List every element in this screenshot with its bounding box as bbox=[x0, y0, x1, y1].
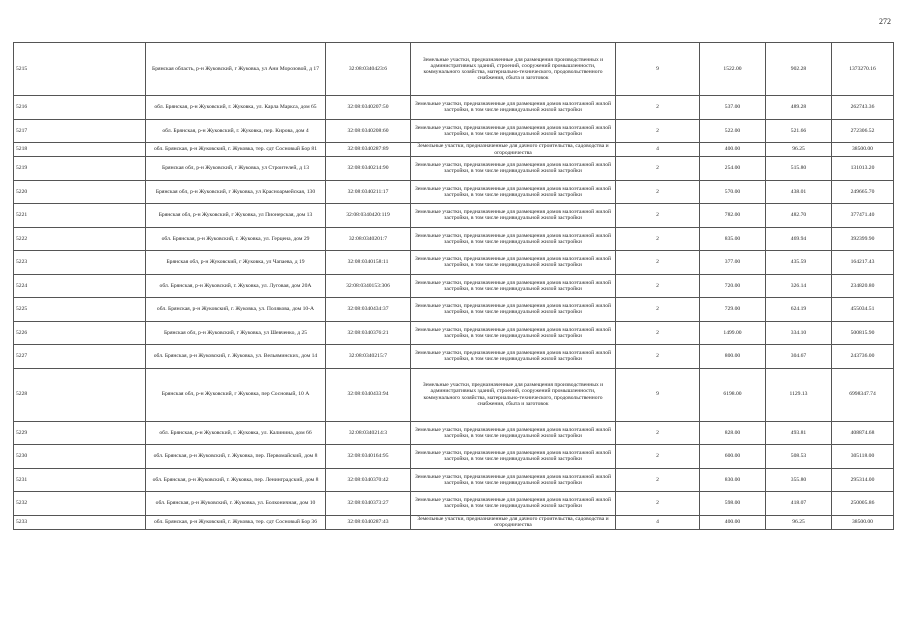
table-row bbox=[14, 43, 894, 96]
address-cell: Брянская обл, р-н Жуковский, г Жуковка, ул Чапаева, д 19 bbox=[146, 251, 326, 275]
land-use-cell: Земельные участки, предназначенные для размещения домов малоэтажной жилой застройки, в том числе индивидуальной жилой застройки bbox=[411, 157, 616, 181]
area-cell: 1499.00 bbox=[700, 321, 766, 345]
specific-value-cell: 1129.13 bbox=[766, 368, 832, 421]
use-group-cell: 2 bbox=[616, 298, 700, 322]
cadastral-number-cell: 32:08:0340376:21 bbox=[326, 321, 411, 345]
cadastral-value-cell: 164217.43 bbox=[832, 251, 894, 275]
cadastral-value-cell: 295314.00 bbox=[832, 468, 894, 492]
use-group-cell: 9 bbox=[616, 43, 700, 96]
row-number: 5230 bbox=[14, 445, 146, 469]
row-number: 5216 bbox=[14, 96, 146, 120]
address-cell: обл. Брянская, р-н Жуковский, г. Жуковка, ул. Калинина, дом 66 bbox=[146, 421, 326, 445]
use-group-cell: 4 bbox=[616, 515, 700, 529]
table-row bbox=[14, 157, 894, 181]
area-cell: 600.00 bbox=[700, 445, 766, 469]
address-cell: обл. Брянская, р-н Жуковский, г. Жуковка, ул. Луговая, дом 20А bbox=[146, 274, 326, 298]
cadastral-value-cell: 272306.52 bbox=[832, 119, 894, 143]
cadastral-value-cell: 6998347.74 bbox=[832, 368, 894, 421]
use-group-cell: 2 bbox=[616, 251, 700, 275]
land-use-cell: Земельные участки, предназначенные для размещения домов малоэтажной жилой застройки, в том числе индивидуальной жилой застройки bbox=[411, 298, 616, 322]
cadastral-value-cell: 305118.00 bbox=[832, 445, 894, 469]
area-cell: 377.00 bbox=[700, 251, 766, 275]
cadastral-value-cell: 38500.00 bbox=[832, 143, 894, 157]
cadastral-value-cell: 377471.40 bbox=[832, 204, 894, 228]
address-cell: обл. Брянская, р-н Жуковский, г. Жуковка, ул. Полякова, дом 10-А bbox=[146, 298, 326, 322]
address-cell: Брянская обл, р-н Жуковский, г Жуковка, ул Строителей, д 13 bbox=[146, 157, 326, 181]
cadastral-number-cell: 32:08:0340287:43 bbox=[326, 515, 411, 529]
area-cell: 835.00 bbox=[700, 227, 766, 251]
specific-value-cell: 489.28 bbox=[766, 96, 832, 120]
address-cell: обл. Брянская, р-н Жуковский, г. Жуковка, ул. Герцена, дом 29 bbox=[146, 227, 326, 251]
use-group-cell: 2 bbox=[616, 274, 700, 298]
land-use-cell: Земельные участки, предназначенные для размещения домов малоэтажной жилой застройки, в том числе индивидуальной жилой застройки bbox=[411, 321, 616, 345]
row-number: 5224 bbox=[14, 274, 146, 298]
area-cell: 400.00 bbox=[700, 515, 766, 529]
cadastral-number-cell: 32:08:0340423:6 bbox=[326, 43, 411, 96]
cadastral-number-cell: 32:08:0340433:94 bbox=[326, 368, 411, 421]
use-group-cell: 2 bbox=[616, 96, 700, 120]
address-cell: Брянская область, р-н Жуковский, г Жуковка, ул Ани Морозовой, д 17 bbox=[146, 43, 326, 96]
cadastral-number-cell: 32:08:0340207:50 bbox=[326, 96, 411, 120]
area-cell: 598.00 bbox=[700, 492, 766, 516]
area-cell: 400.00 bbox=[700, 143, 766, 157]
row-number: 5222 bbox=[14, 227, 146, 251]
specific-value-cell: 469.94 bbox=[766, 227, 832, 251]
area-cell: 254.00 bbox=[700, 157, 766, 181]
cadastral-number-cell: 32:08:0340434:37 bbox=[326, 298, 411, 322]
table-row bbox=[14, 96, 894, 120]
cadastral-value-cell: 455034.51 bbox=[832, 298, 894, 322]
specific-value-cell: 902.28 bbox=[766, 43, 832, 96]
specific-value-cell: 438.01 bbox=[766, 180, 832, 204]
cadastral-value-cell: 131013.20 bbox=[832, 157, 894, 181]
area-cell: 830.00 bbox=[700, 468, 766, 492]
land-use-cell: Земельные участки, предназначенные для размещения производственных и административных зданий, строений, сооружений промышленности, коммунального хозяйства, материально-технического, продовольственного снабжения, сбыта и заготовок bbox=[411, 43, 616, 96]
address-cell: Брянская обл, р-н Жуковский, г Жуковка, ул Красноармейская, 130 bbox=[146, 180, 326, 204]
row-number: 5215 bbox=[14, 43, 146, 96]
area-cell: 828.00 bbox=[700, 421, 766, 445]
use-group-cell: 2 bbox=[616, 468, 700, 492]
table-row bbox=[14, 119, 894, 143]
specific-value-cell: 482.70 bbox=[766, 204, 832, 228]
specific-value-cell: 624.19 bbox=[766, 298, 832, 322]
table-row bbox=[14, 180, 894, 204]
specific-value-cell: 334.10 bbox=[766, 321, 832, 345]
address-cell: Брянская обл, р-н Жуковский, г Жуковка, пер Сосновый, 10 А bbox=[146, 368, 326, 421]
area-cell: 1522.00 bbox=[700, 43, 766, 96]
cadastral-value-cell: 262743.36 bbox=[832, 96, 894, 120]
use-group-cell: 2 bbox=[616, 180, 700, 204]
specific-value-cell: 508.53 bbox=[766, 445, 832, 469]
cadastral-value-cell: 234820.80 bbox=[832, 274, 894, 298]
row-number: 5229 bbox=[14, 421, 146, 445]
address-cell: Брянская обл, р-н Жуковский, г Жуковка, ул Шевченко, д 25 bbox=[146, 321, 326, 345]
address-cell: обл. Брянская, р-н Жуковский, г. Жуковка, ул. Карла Маркса, дом 65 bbox=[146, 96, 326, 120]
use-group-cell: 9 bbox=[616, 368, 700, 421]
table-row bbox=[14, 227, 894, 251]
row-number: 5233 bbox=[14, 515, 146, 529]
use-group-cell: 2 bbox=[616, 157, 700, 181]
cadastral-number-cell: 32:08:0340370:42 bbox=[326, 468, 411, 492]
land-use-cell: Земельные участки, предназначенные для размещения домов малоэтажной жилой застройки, в том числе индивидуальной жилой застройки bbox=[411, 274, 616, 298]
table-row bbox=[14, 468, 894, 492]
cadastral-number-cell: 32:08:0340211:17 bbox=[326, 180, 411, 204]
address-cell: обл. Брянская, р-н Жуковский, г. Жуковка, ул. Вельяминских, дом 14 bbox=[146, 345, 326, 369]
cadastral-number-cell: 32:08:0340153:306 bbox=[326, 274, 411, 298]
land-use-cell: Земельные участки, предназначенные для размещения домов малоэтажной жилой застройки, в том числе индивидуальной жилой застройки bbox=[411, 468, 616, 492]
cadastral-number-cell: 32:08:0340158:11 bbox=[326, 251, 411, 275]
row-number: 5219 bbox=[14, 157, 146, 181]
table-row bbox=[14, 204, 894, 228]
cadastral-number-cell: 32:08:0340287:89 bbox=[326, 143, 411, 157]
cadastral-value-cell: 392399.90 bbox=[832, 227, 894, 251]
row-number: 5220 bbox=[14, 180, 146, 204]
land-use-cell: Земельные участки, предназначенные для размещения домов малоэтажной жилой застройки, в том числе индивидуальной жилой застройки bbox=[411, 119, 616, 143]
row-number: 5226 bbox=[14, 321, 146, 345]
table-row bbox=[14, 515, 894, 529]
use-group-cell: 2 bbox=[616, 321, 700, 345]
land-use-cell: Земельные участки, предназначенные для размещения домов малоэтажной жилой застройки, в том числе индивидуальной жилой застройки bbox=[411, 421, 616, 445]
use-group-cell: 2 bbox=[616, 119, 700, 143]
address-cell: обл. Брянская, р-н Жуковский, г. Жуковка, пер. Кирова, дом 4 bbox=[146, 119, 326, 143]
address-cell: Брянская обл, р-н Жуковский, г Жуковка, ул Пионерская, дом 13 bbox=[146, 204, 326, 228]
land-use-cell: Земельные участки, предназначенные для дачного строительства, садоводства и огородничества bbox=[411, 515, 616, 529]
address-cell: обл. Брянская, р-н Жуковский, г. Жуковка, пер. Первомайский, дом 8 bbox=[146, 445, 326, 469]
land-use-cell: Земельные участки, предназначенные для дачного строительства, садоводства и огородничества bbox=[411, 143, 616, 157]
cadastral-number-cell: 32:08:0340215:7 bbox=[326, 345, 411, 369]
specific-value-cell: 96.25 bbox=[766, 515, 832, 529]
row-number: 5221 bbox=[14, 204, 146, 228]
area-cell: 537.00 bbox=[700, 96, 766, 120]
cadastral-value-cell: 249665.70 bbox=[832, 180, 894, 204]
area-cell: 522.00 bbox=[700, 119, 766, 143]
page-number: 272 bbox=[879, 17, 891, 26]
land-use-cell: Земельные участки, предназначенные для размещения домов малоэтажной жилой застройки, в том числе индивидуальной жилой застройки bbox=[411, 445, 616, 469]
land-use-cell: Земельные участки, предназначенные для размещения домов малоэтажной жилой застройки, в том числе индивидуальной жилой застройки bbox=[411, 180, 616, 204]
row-number: 5227 bbox=[14, 345, 146, 369]
address-cell: обл. Брянская, р-н Жуковский, г. Жуковка, ул. Болконичная, дом 10 bbox=[146, 492, 326, 516]
cadastral-number-cell: 32:08:0340214:3 bbox=[326, 421, 411, 445]
table-row bbox=[14, 421, 894, 445]
land-use-cell: Земельные участки, предназначенные для размещения производственных и административных зданий, строений, сооружений промышленности, коммунального хозяйства, материально-технического, продовольственного снабжения, сбыта и заготовок bbox=[411, 368, 616, 421]
area-cell: 570.00 bbox=[700, 180, 766, 204]
cadastral-value-cell: 1373270.16 bbox=[832, 43, 894, 96]
table-row bbox=[14, 445, 894, 469]
cadastral-number-cell: 32:08:0340373:27 bbox=[326, 492, 411, 516]
table-row bbox=[14, 251, 894, 275]
specific-value-cell: 493.81 bbox=[766, 421, 832, 445]
address-cell: обл. Брянская, р-н Жуковский, г. Жуковка, тер. сдт Сосновый Бор 36 bbox=[146, 515, 326, 529]
row-number: 5232 bbox=[14, 492, 146, 516]
row-number: 5231 bbox=[14, 468, 146, 492]
cadastral-number-cell: 32:08:0340201:7 bbox=[326, 227, 411, 251]
row-number: 5223 bbox=[14, 251, 146, 275]
use-group-cell: 2 bbox=[616, 492, 700, 516]
cadastral-number-cell: 32:08:0340420:119 bbox=[326, 204, 411, 228]
use-group-cell: 2 bbox=[616, 421, 700, 445]
row-number: 5225 bbox=[14, 298, 146, 322]
area-cell: 800.00 bbox=[700, 345, 766, 369]
specific-value-cell: 96.25 bbox=[766, 143, 832, 157]
specific-value-cell: 326.14 bbox=[766, 274, 832, 298]
land-use-cell: Земельные участки, предназначенные для размещения домов малоэтажной жилой застройки, в том числе индивидуальной жилой застройки bbox=[411, 204, 616, 228]
land-use-cell: Земельные участки, предназначенные для размещения домов малоэтажной жилой застройки, в том числе индивидуальной жилой застройки bbox=[411, 251, 616, 275]
specific-value-cell: 515.80 bbox=[766, 157, 832, 181]
specific-value-cell: 355.80 bbox=[766, 468, 832, 492]
address-cell: обл. Брянская, р-н Жуковский, г. Жуковка, пер. Ленинградский, дом 8 bbox=[146, 468, 326, 492]
table-row bbox=[14, 143, 894, 157]
cadastral-number-cell: 32:08:0340164:95 bbox=[326, 445, 411, 469]
use-group-cell: 4 bbox=[616, 143, 700, 157]
cadastral-value-cell: 250005.86 bbox=[832, 492, 894, 516]
address-cell: обл. Брянская, р-н Жуковский, г. Жуковка, тер. сдт Сосновый Бор 81 bbox=[146, 143, 326, 157]
table-row bbox=[14, 368, 894, 421]
cadastral-value-cell: 408874.68 bbox=[832, 421, 894, 445]
use-group-cell: 2 bbox=[616, 345, 700, 369]
table-body bbox=[14, 43, 894, 530]
specific-value-cell: 418.07 bbox=[766, 492, 832, 516]
land-use-cell: Земельные участки, предназначенные для размещения домов малоэтажной жилой застройки, в том числе индивидуальной жилой застройки bbox=[411, 96, 616, 120]
land-use-cell: Земельные участки, предназначенные для размещения домов малоэтажной жилой застройки, в том числе индивидуальной жилой застройки bbox=[411, 227, 616, 251]
cadastral-value-cell: 243736.00 bbox=[832, 345, 894, 369]
area-cell: 6198.00 bbox=[700, 368, 766, 421]
specific-value-cell: 435.59 bbox=[766, 251, 832, 275]
specific-value-cell: 521.66 bbox=[766, 119, 832, 143]
specific-value-cell: 304.67 bbox=[766, 345, 832, 369]
row-number: 5228 bbox=[14, 368, 146, 421]
land-use-cell: Земельные участки, предназначенные для размещения домов малоэтажной жилой застройки, в том числе индивидуальной жилой застройки bbox=[411, 345, 616, 369]
cadastral-number-cell: 32:08:0340214:90 bbox=[326, 157, 411, 181]
row-number: 5218 bbox=[14, 143, 146, 157]
cadastral-value-table bbox=[13, 42, 894, 530]
area-cell: 720.00 bbox=[700, 274, 766, 298]
row-number: 5217 bbox=[14, 119, 146, 143]
use-group-cell: 2 bbox=[616, 204, 700, 228]
area-cell: 782.00 bbox=[700, 204, 766, 228]
cadastral-value-cell: 38500.00 bbox=[832, 515, 894, 529]
cadastral-number-cell: 32:08:0340208:60 bbox=[326, 119, 411, 143]
table-row bbox=[14, 321, 894, 345]
table-row bbox=[14, 274, 894, 298]
table-row bbox=[14, 492, 894, 516]
use-group-cell: 2 bbox=[616, 227, 700, 251]
table-row bbox=[14, 298, 894, 322]
use-group-cell: 2 bbox=[616, 445, 700, 469]
cadastral-value-cell: 500815.90 bbox=[832, 321, 894, 345]
land-use-cell: Земельные участки, предназначенные для размещения домов малоэтажной жилой застройки, в том числе индивидуальной жилой застройки bbox=[411, 492, 616, 516]
area-cell: 729.00 bbox=[700, 298, 766, 322]
table-row bbox=[14, 345, 894, 369]
